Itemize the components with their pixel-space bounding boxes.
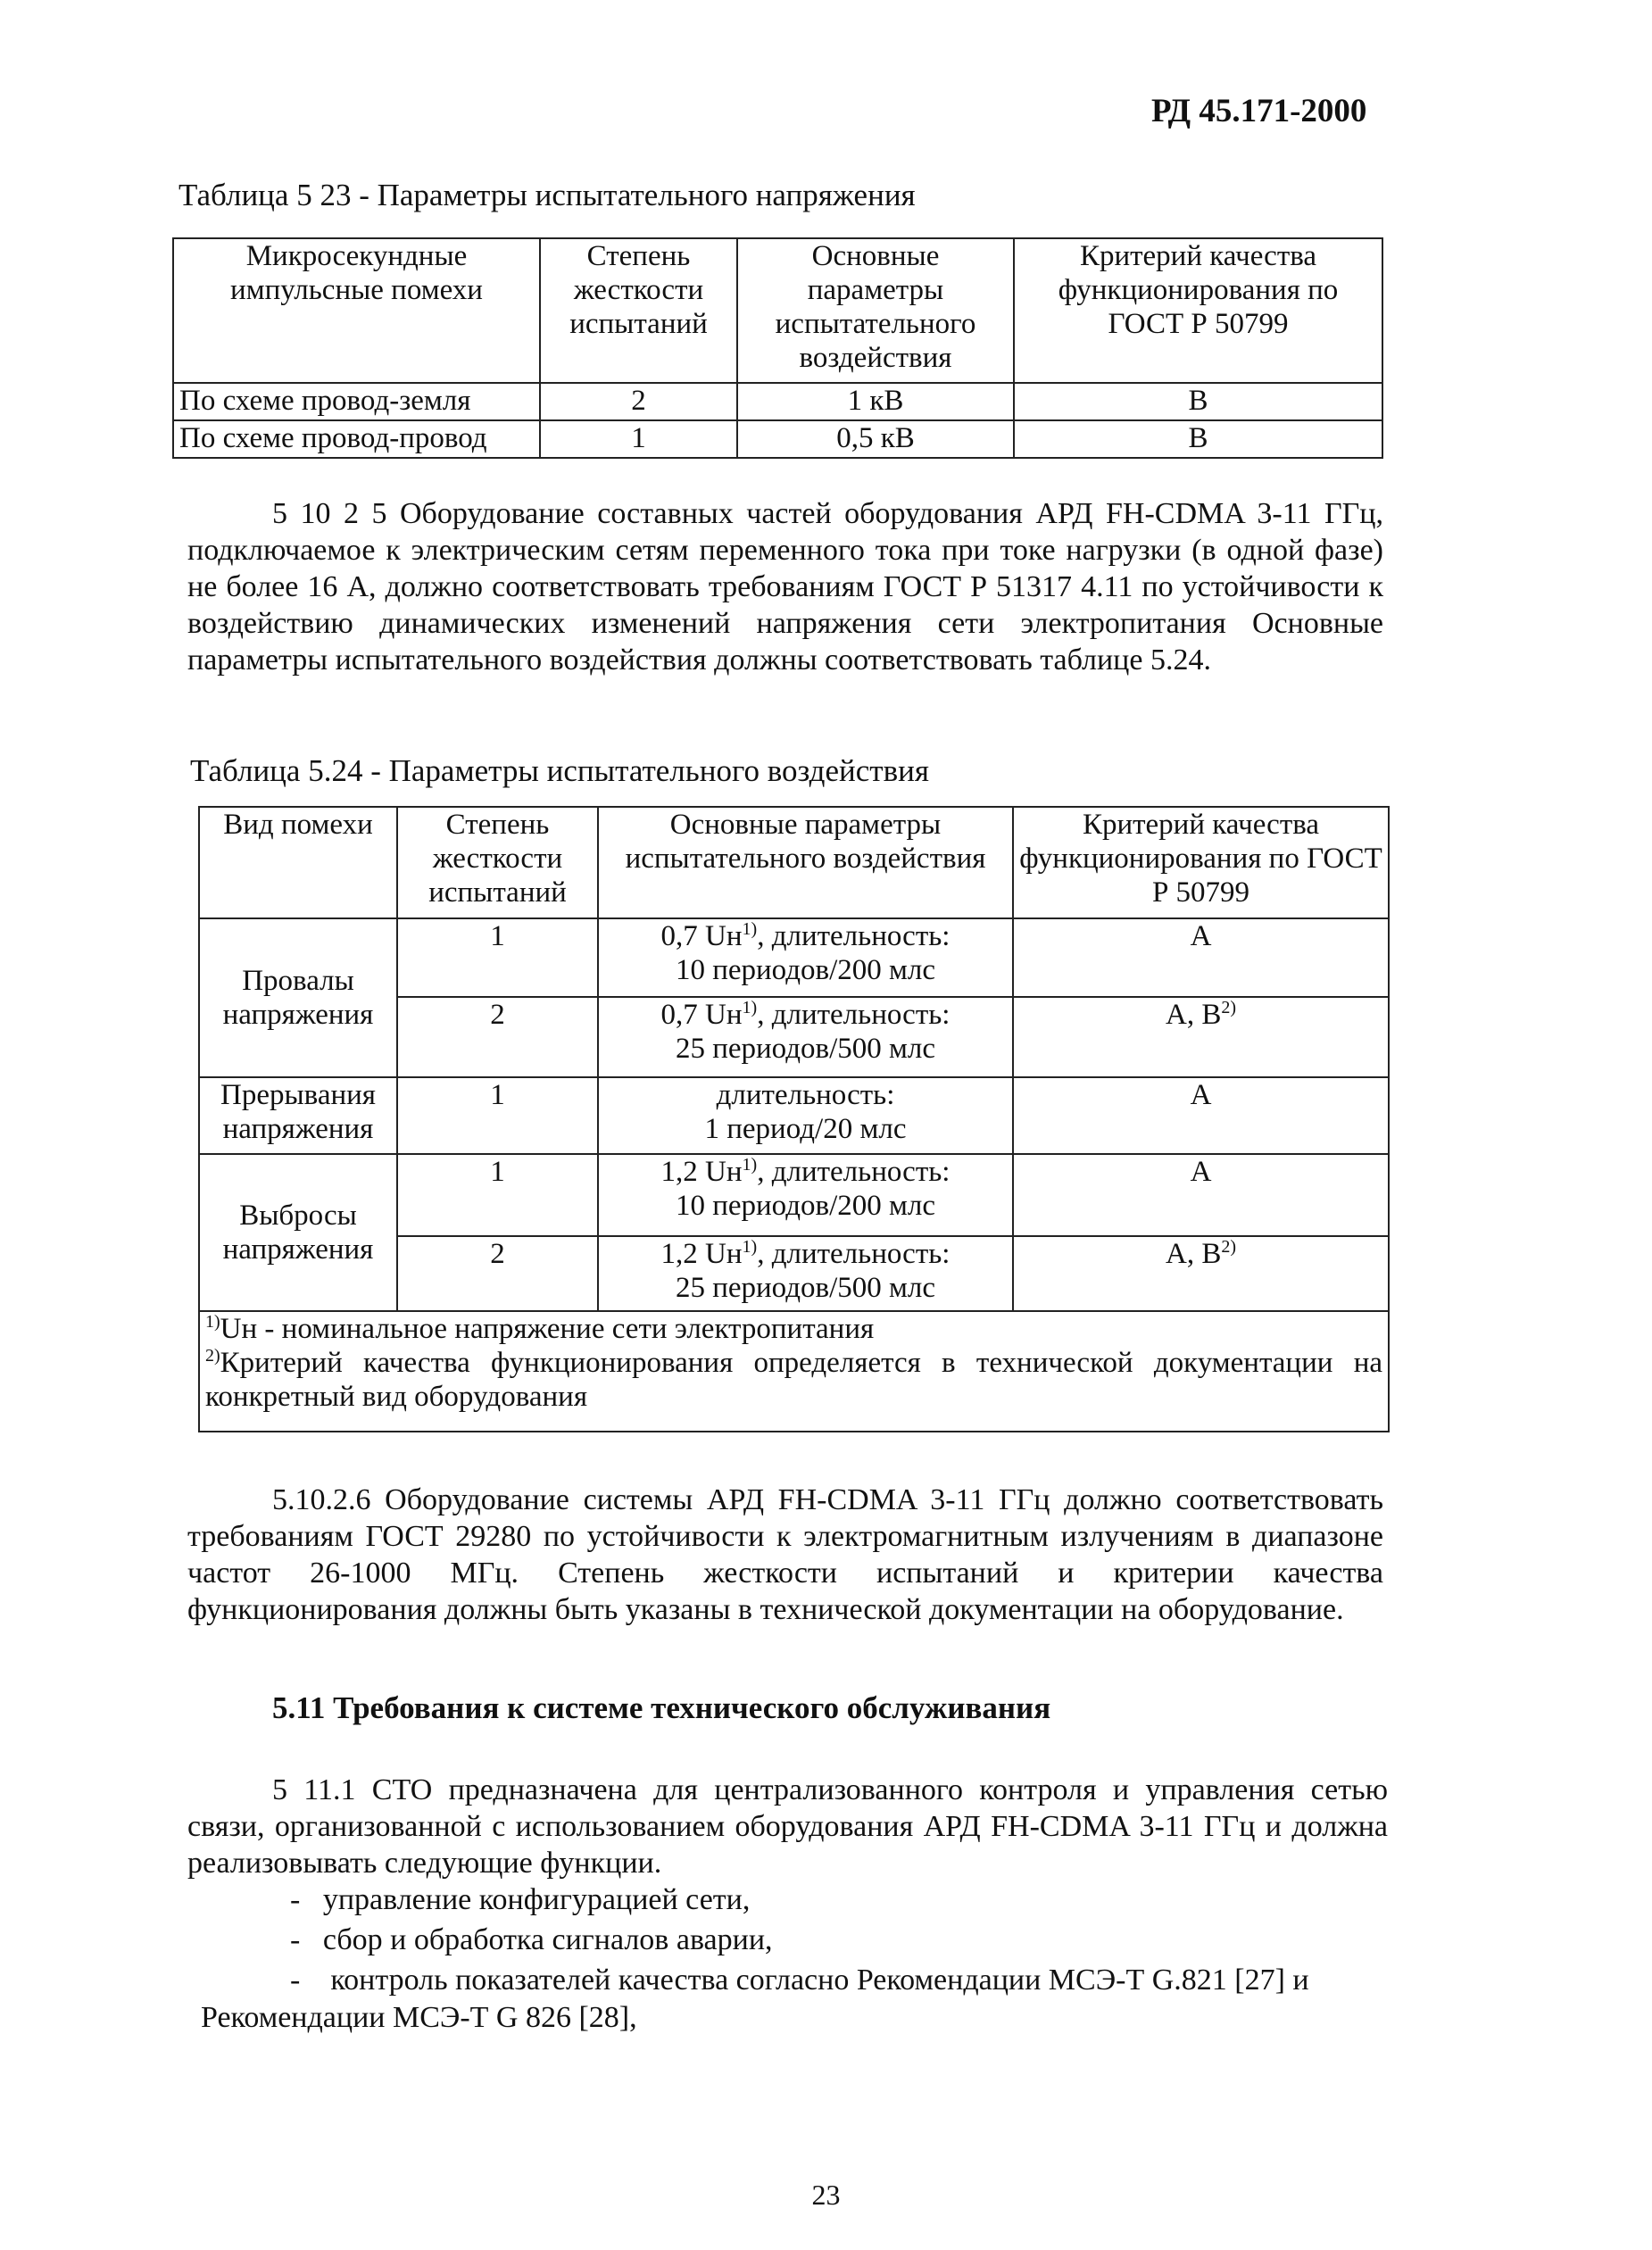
table-524-caption: Таблица 5.24 - Параметры испытательного воздействия — [190, 753, 929, 788]
table-524 — [198, 806, 1390, 1432]
paragraph-text: 5 10 2 5 Оборудование составных частей оборудования АРД FH-CDMA 3-11 ГГц, подключаемое к электрическим сетям переменного тока при токе нагрузки (в одной фазе) не более 16 А, должно соответствовать требованиям ГОСТ Р 51317 4.11 по устойчивости к воздействию динамических изменений напряжения сети электропитания Основные параметры испытательного воздействия должны соответствовать таблице 5.24. — [187, 497, 1383, 677]
paragraph-5-10-2-5 — [187, 495, 1383, 678]
table-notes-row — [199, 1311, 1389, 1432]
list-item: - контроль показателей качества согласно Рекомендации МСЭ-Т G.821 [27] и — [290, 1964, 1309, 1997]
table-cell: 1 — [397, 918, 598, 997]
table-cell: 2 — [540, 383, 737, 420]
table-cell: А, $В^{2)}$ — [1013, 1236, 1389, 1311]
paragraph-text: 5.10.2.6 Оборудование системы АРД FH-CDMA 3-11 ГГц должно соответствовать требованиям ГОСТ 29280 по устойчивости к электромагнитным излучениям в диапазоне частот 26-1000 МГц. Степень жесткости испытаний и критерии качества функционирования должны быть указаны в технической документации на оборудование. — [187, 1483, 1383, 1626]
list-item: - сбор и обработка сигналов аварии, — [290, 1923, 773, 1956]
table-523 — [172, 237, 1383, 459]
table-523-header: Критерий качества функционирования по ГОСТ Р 50799 — [1014, 238, 1382, 383]
table-cell: А — [1013, 918, 1389, 997]
table-524-header: Вид помехи — [199, 807, 397, 918]
table-523-caption: Таблица 5 23 - Параметры испытательного напряжения — [178, 178, 916, 212]
table-523-header: Основные параметры испытательного воздействия — [737, 238, 1014, 383]
document-code: РД 45.171-2000 — [1151, 93, 1367, 129]
footnote-2: $^{2)}$Критерий качества функционирования определяется в технической документации на конкретный вид оборудования — [205, 1346, 1382, 1413]
footnote-1: $^{1)}$Uн - номинальное напряжение сети электропитания — [205, 1312, 875, 1345]
table-cell: А — [1013, 1077, 1389, 1154]
table-cell: В — [1014, 420, 1382, 458]
page-number: 23 — [811, 2179, 841, 2211]
table-cell: 1 — [397, 1077, 598, 1154]
table-cell: 1 — [540, 420, 737, 458]
table-cell: 0,7 $Uн^{1)}$, длительность: 25 периодов/500 млс — [598, 997, 1013, 1077]
table-cell: длительность: 1 период/20 млс — [598, 1077, 1013, 1154]
table-cell: 2 — [397, 997, 598, 1077]
table-row — [199, 918, 1389, 997]
paragraph-5-11-1 — [187, 1772, 1388, 1881]
table-cell: А — [1013, 1154, 1389, 1236]
table-524-header: Основные параметры испытательного воздействия — [598, 807, 1013, 918]
paragraph-5-10-2-6 — [187, 1482, 1383, 1628]
table-row — [199, 1154, 1389, 1236]
table-cell: 1,2 $Uн^{1)}$, длительность: 25 периодов/500 млс — [598, 1236, 1013, 1311]
table-523-header: Микросекундные импульсные помехи — [173, 238, 540, 383]
disturbance-type: Выбросы напряжения — [199, 1154, 397, 1311]
table-524-header: Критерий качества функционирования по ГОСТ Р 50799 — [1013, 807, 1389, 918]
table-cell: В — [1014, 383, 1382, 420]
table-523-header: Степень жесткости испытаний — [540, 238, 737, 383]
list-item: - управление конфигурацией сети, — [290, 1883, 751, 1916]
table-cell: 0,5 кВ — [737, 420, 1014, 458]
table-cell: 1 кВ — [737, 383, 1014, 420]
table-row — [173, 383, 1382, 420]
table-cell: 1 — [397, 1154, 598, 1236]
list-continuation: Рекомендации МСЭ-Т G 826 [28], — [201, 2001, 637, 2034]
table-cell: По схеме провод-провод — [173, 420, 540, 458]
disturbance-type: Провалы напряжения — [199, 918, 397, 1077]
paragraph-text: 5 11.1 СТО предназначена для централизованного контроля и управления сетью связи, организованной с использованием оборудования АРД FH-CDMA 3-11 ГГц и должна реализовывать следующие функции. — [187, 1773, 1388, 1880]
table-cell: 1,2 $Uн^{1)}$, длительность: 10 периодов/200 млс — [598, 1154, 1013, 1236]
table-cell: А, $В^{2)}$ — [1013, 997, 1389, 1077]
section-heading-5-11: 5.11 Требования к системе технического обслуживания — [272, 1690, 1051, 1725]
table-524-header: Степень жесткости испытаний — [397, 807, 598, 918]
table-row — [173, 420, 1382, 458]
table-cell: 2 — [397, 1236, 598, 1311]
table-notes — [199, 1311, 1389, 1432]
table-cell: По схеме провод-земля — [173, 383, 540, 420]
table-cell: 0,7 $Uн^{1)}$, длительность: 10 периодов/200 млс — [598, 918, 1013, 997]
table-row — [199, 1077, 1389, 1154]
disturbance-type: Прерывания напряжения — [199, 1077, 397, 1154]
